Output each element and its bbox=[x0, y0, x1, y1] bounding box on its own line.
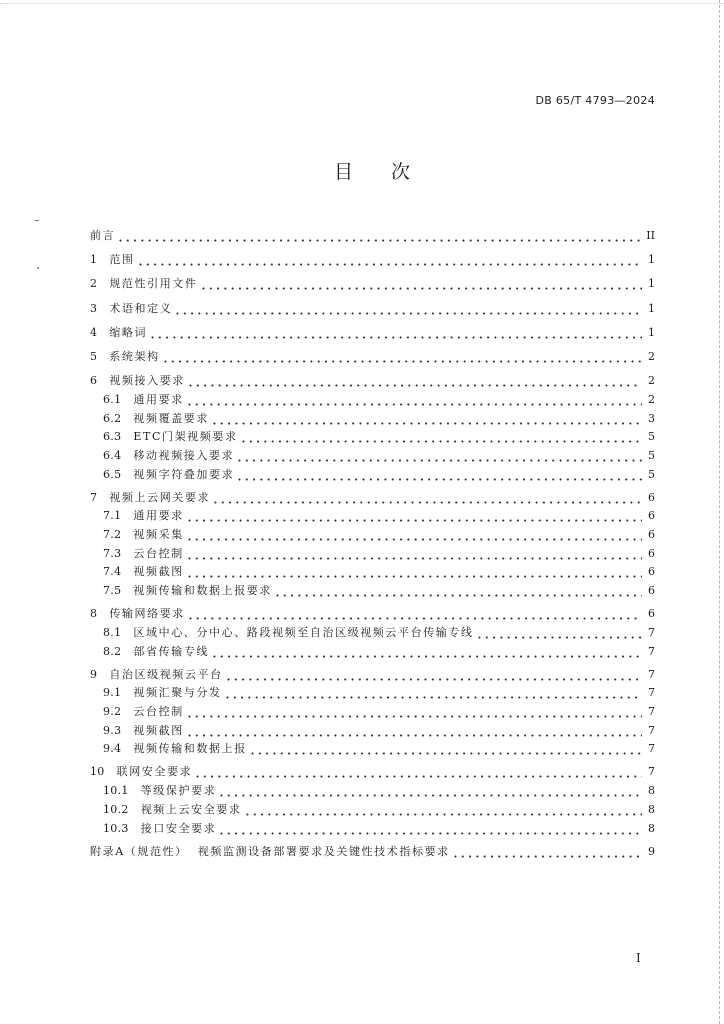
toc-leader-dots bbox=[119, 227, 640, 246]
toc-entry-label: 视频截图 bbox=[133, 723, 184, 737]
toc-entry-label: 通用要求 bbox=[133, 509, 184, 523]
toc-leader-dots bbox=[188, 391, 642, 410]
toc-entry bbox=[90, 563, 655, 582]
toc-entry-label: 云台控制 bbox=[133, 546, 184, 560]
toc-entry-label: 接口安全要求 bbox=[140, 821, 217, 835]
toc-entry-page: 7 bbox=[648, 742, 655, 756]
page-number: I bbox=[636, 951, 641, 965]
toc-entry-number: 1 bbox=[90, 253, 98, 267]
toc-entry bbox=[90, 275, 655, 294]
toc-entry-label: 视频覆盖要求 bbox=[133, 411, 210, 425]
table-of-contents bbox=[90, 227, 655, 861]
toc-entry-number: 7.4 bbox=[103, 565, 122, 579]
toc-entry-label: 视频汇聚与分发 bbox=[133, 686, 222, 700]
toc-leader-dots bbox=[454, 843, 642, 862]
toc-entry-page: 5 bbox=[648, 467, 655, 481]
toc-leader-dots bbox=[214, 489, 642, 508]
toc-entry bbox=[90, 843, 655, 862]
toc-leader-dots bbox=[213, 410, 642, 429]
toc-leader-dots bbox=[238, 466, 642, 485]
toc-entry-page: 1 bbox=[648, 253, 655, 267]
toc-entry bbox=[90, 428, 655, 447]
toc-leader-dots bbox=[242, 428, 642, 447]
toc-leader-dots bbox=[238, 447, 642, 466]
toc-leader-dots bbox=[202, 275, 642, 294]
toc-entry bbox=[90, 489, 655, 508]
toc-entry bbox=[90, 703, 655, 722]
toc-leader-dots bbox=[251, 740, 642, 759]
toc-entry-label: 部省传输专线 bbox=[133, 644, 210, 658]
toc-entry-label: 通用要求 bbox=[133, 392, 184, 406]
toc-entry bbox=[90, 324, 655, 343]
toc-entry-number: 附录A（规范性） bbox=[90, 844, 188, 858]
toc-entry bbox=[90, 300, 655, 319]
scan-speck bbox=[35, 220, 39, 221]
toc-entry-label: 系统架构 bbox=[109, 349, 160, 363]
toc-entry-page: 9 bbox=[648, 844, 655, 858]
toc-leader-dots bbox=[189, 605, 642, 624]
toc-entry-number: 7.2 bbox=[103, 528, 122, 542]
toc-entry bbox=[90, 251, 655, 270]
toc-entry-page: 7 bbox=[648, 723, 655, 737]
toc-entry-label: 视频接入要求 bbox=[109, 374, 185, 388]
toc-entry-page: 6 bbox=[648, 565, 655, 579]
toc-entry-label: 术语和定义 bbox=[109, 301, 173, 315]
toc-entry-page: 3 bbox=[648, 411, 655, 425]
toc-entry-number: 10.1 bbox=[103, 784, 129, 798]
toc-entry bbox=[90, 605, 655, 624]
toc-entry-page: 5 bbox=[648, 448, 655, 462]
toc-entry-page: 7 bbox=[648, 625, 655, 639]
toc-entry-page: 2 bbox=[648, 374, 655, 388]
toc-entry-number: 5 bbox=[90, 349, 98, 363]
toc-leader-dots bbox=[188, 563, 642, 582]
toc-entry bbox=[90, 624, 655, 643]
toc-leader-dots bbox=[196, 763, 642, 782]
toc-entry bbox=[90, 466, 655, 485]
toc-entry-label: 视频传输和数据上报 bbox=[133, 742, 247, 756]
toc-entry-label: 缩略词 bbox=[109, 325, 148, 339]
toc-leader-dots bbox=[188, 703, 642, 722]
toc-entry bbox=[90, 722, 655, 741]
toc-entry bbox=[90, 391, 655, 410]
toc-leader-dots bbox=[188, 507, 642, 526]
toc-leader-dots bbox=[220, 782, 642, 801]
toc-entry-number: 7.3 bbox=[103, 546, 122, 560]
toc-entry-number: 7.5 bbox=[103, 584, 122, 598]
toc-leader-dots bbox=[188, 722, 642, 741]
toc-entry-page: 5 bbox=[648, 430, 655, 444]
toc-entry-label: 视频截图 bbox=[133, 565, 184, 579]
toc-entry-page: 7 bbox=[648, 686, 655, 700]
standard-code: DB 65/T 4793—2024 bbox=[535, 94, 655, 107]
toc-entry-label: 视频采集 bbox=[133, 528, 184, 542]
toc-entry-label: 等级保护要求 bbox=[140, 784, 217, 798]
toc-leader-dots bbox=[189, 372, 642, 391]
toc-entry-page: 2 bbox=[648, 349, 655, 363]
toc-leader-dots bbox=[164, 348, 642, 367]
toc-entry-label: 视频字符叠加要求 bbox=[133, 467, 235, 481]
toc-entry bbox=[90, 666, 655, 685]
toc-entry-page: 6 bbox=[648, 546, 655, 560]
toc-entry bbox=[90, 410, 655, 429]
toc-entry-number: 9.1 bbox=[103, 686, 122, 700]
toc-entry bbox=[90, 447, 655, 466]
toc-entry bbox=[90, 782, 655, 801]
toc-entry-label: 规范性引用文件 bbox=[109, 277, 198, 291]
toc-leader-dots bbox=[213, 643, 642, 662]
toc-entry-label: 视频上云网关要求 bbox=[109, 490, 211, 504]
toc-leader-dots bbox=[226, 684, 642, 703]
toc-entry-page: 8 bbox=[648, 821, 655, 835]
toc-entry-number: 10.2 bbox=[103, 802, 129, 816]
toc-entry-number: 6.5 bbox=[103, 467, 122, 481]
toc-entry-page: 8 bbox=[648, 802, 655, 816]
toc-leader-dots bbox=[276, 582, 642, 601]
toc-entry-label: 联网安全要求 bbox=[116, 765, 193, 779]
toc-entry bbox=[90, 684, 655, 703]
toc-entry-number: 7 bbox=[90, 490, 98, 504]
toc-entry-label: 自治区级视频云平台 bbox=[109, 667, 223, 681]
toc-leader-dots bbox=[246, 801, 642, 820]
toc-entry-number: 9.2 bbox=[103, 704, 122, 718]
toc-entry-page: 1 bbox=[648, 301, 655, 315]
toc-entry-label: ETC门架视频要求 bbox=[133, 430, 238, 444]
toc-entry bbox=[90, 526, 655, 545]
toc-leader-dots bbox=[151, 324, 642, 343]
toc-entry-number: 9 bbox=[90, 667, 98, 681]
scan-speck bbox=[37, 267, 39, 269]
toc-entry-page: 8 bbox=[648, 784, 655, 798]
toc-entry-label: 传输网络要求 bbox=[109, 607, 185, 621]
toc-entry-number: 8.1 bbox=[103, 625, 122, 639]
toc-entry-label: 云台控制 bbox=[133, 704, 184, 718]
toc-entry-label: 移动视频接入要求 bbox=[133, 448, 235, 462]
toc-entry-label: 前言 bbox=[90, 229, 116, 242]
toc-entry-page: 6 bbox=[648, 509, 655, 523]
scan-edge-right bbox=[719, 0, 720, 1024]
toc-entry-page: 2 bbox=[648, 392, 655, 406]
toc-leader-dots bbox=[220, 820, 642, 839]
toc-entry-label: 视频监测设备部署要求及关键性技术指标要求 bbox=[197, 844, 450, 858]
toc-entry bbox=[90, 507, 655, 526]
toc-entry-number: 10.3 bbox=[103, 821, 129, 835]
toc-entry bbox=[90, 801, 655, 820]
toc-entry bbox=[90, 740, 655, 759]
toc-entry-label: 视频上云安全要求 bbox=[140, 802, 242, 816]
toc-entry-number: 8 bbox=[90, 607, 98, 621]
toc-entry bbox=[90, 763, 655, 782]
toc-entry-page: 7 bbox=[648, 765, 655, 779]
toc-entry-number: 6.4 bbox=[103, 448, 122, 462]
toc-entry-number: 6 bbox=[90, 374, 98, 388]
toc-leader-dots bbox=[227, 666, 642, 685]
toc-leader-dots bbox=[176, 300, 642, 319]
toc-entry-number: 3 bbox=[90, 301, 98, 315]
toc-leader-dots bbox=[478, 624, 642, 643]
page-title: 目次 bbox=[334, 161, 449, 183]
toc-entry-page: 6 bbox=[648, 490, 655, 504]
toc-entry-number: 2 bbox=[90, 277, 98, 291]
toc-entry-number: 6.3 bbox=[103, 430, 122, 444]
toc-entry-page: 7 bbox=[648, 667, 655, 681]
toc-entry bbox=[90, 227, 655, 246]
toc-entry-number: 9.3 bbox=[103, 723, 122, 737]
toc-entry bbox=[90, 582, 655, 601]
toc-entry-page: 1 bbox=[648, 277, 655, 291]
toc-entry-number: 7.1 bbox=[103, 509, 122, 523]
toc-entry-label: 区域中心、分中心、路段视频至自治区级视频云平台传输专线 bbox=[133, 625, 474, 639]
toc-leader-dots bbox=[188, 526, 642, 545]
toc-entry bbox=[90, 545, 655, 564]
toc-entry-number: 4 bbox=[90, 325, 98, 339]
toc-entry bbox=[90, 643, 655, 662]
toc-entry-number: 10 bbox=[90, 765, 105, 779]
toc-entry bbox=[90, 372, 655, 391]
toc-entry-number: 8.2 bbox=[103, 644, 122, 658]
toc-entry-page: 7 bbox=[648, 644, 655, 658]
toc-entry-page: 7 bbox=[648, 704, 655, 718]
toc-entry-page: 6 bbox=[648, 607, 655, 621]
toc-entry bbox=[90, 348, 655, 367]
toc-entry bbox=[90, 820, 655, 839]
toc-entry-number: 9.4 bbox=[103, 742, 122, 756]
toc-entry-number: 6.1 bbox=[103, 392, 122, 406]
toc-entry-label: 视频传输和数据上报要求 bbox=[133, 584, 273, 598]
toc-leader-dots bbox=[139, 251, 642, 270]
toc-entry-number: 6.2 bbox=[103, 411, 122, 425]
toc-entry-page: 6 bbox=[648, 528, 655, 542]
toc-entry-page: 1 bbox=[648, 325, 655, 339]
scan-edge-top bbox=[0, 3, 724, 4]
toc-entry-label: 范围 bbox=[109, 253, 135, 267]
toc-entry-page: II bbox=[646, 229, 655, 242]
toc-entry-page: 6 bbox=[648, 584, 655, 598]
toc-leader-dots bbox=[188, 545, 642, 564]
